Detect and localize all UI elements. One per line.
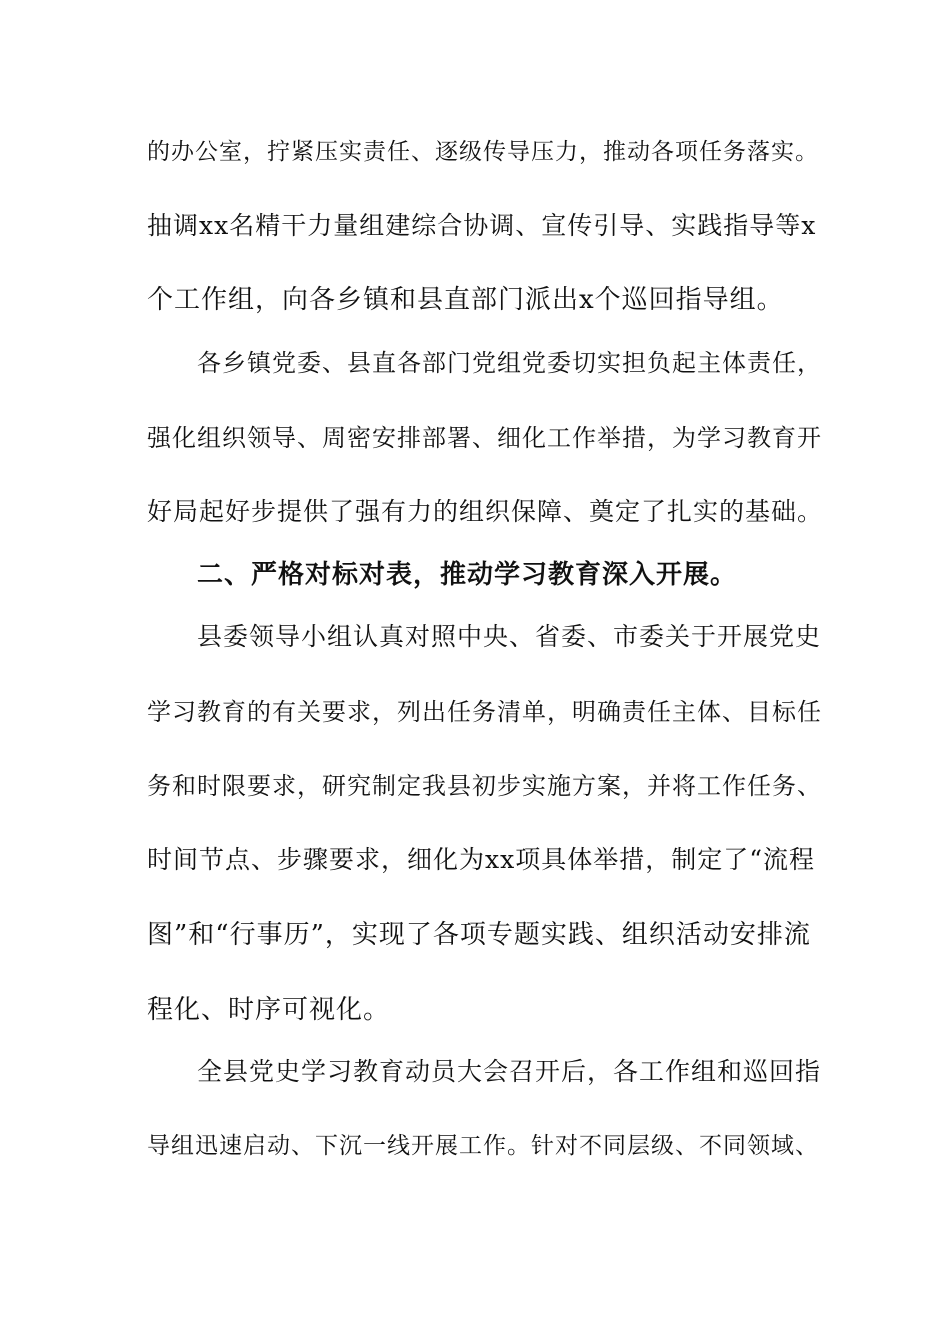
- text-line: 的办公室，拧紧压实责任、逐级传导压力，推动各项任务落实。: [147, 139, 819, 165]
- paragraph-first-line: 县委领导小组认真对照中央、省委、市委关于开展党史: [197, 622, 822, 651]
- text-line: 强化组织领导、周密安排部署、细化工作举措，为学习教育开: [147, 424, 822, 452]
- text-line: 学习教育的有关要求，列出任务清单，明确责任主体、目标任: [147, 698, 822, 726]
- text-line: 个工作组，向各乡镇和县直部门派出x个巡回指导组。: [147, 285, 784, 315]
- text-line: 好局起好步提供了强有力的组织保障、奠定了扎实的基础。: [147, 497, 824, 526]
- text-line: 抽调xx名精干力量组建综合协调、宣传引导、实践指导等x: [147, 211, 817, 240]
- paragraph-first-line: 各乡镇党委、县直各部门党组党委切实担负起主体责任，: [197, 349, 822, 377]
- text-line: 图”和“行事历”，实现了各项专题实践、组织活动安排流: [147, 920, 811, 950]
- paragraph-first-line: 全县党史学习教育动员大会召开后，各工作组和巡回指: [197, 1057, 822, 1086]
- text-line: 程化、时序可视化。: [147, 995, 391, 1025]
- section-heading: 二、严格对标对表，推动学习教育深入开展。: [197, 560, 738, 590]
- text-line: 务和时限要求，研究制定我县初步实施方案，并将工作任务、: [147, 772, 822, 800]
- text-line: 时间节点、步骤要求，细化为xx项具体举措，制定了“流程: [147, 845, 815, 874]
- text-line: 导组迅速启动、下沉一线开展工作。针对不同层级、不同领域、: [147, 1133, 819, 1159]
